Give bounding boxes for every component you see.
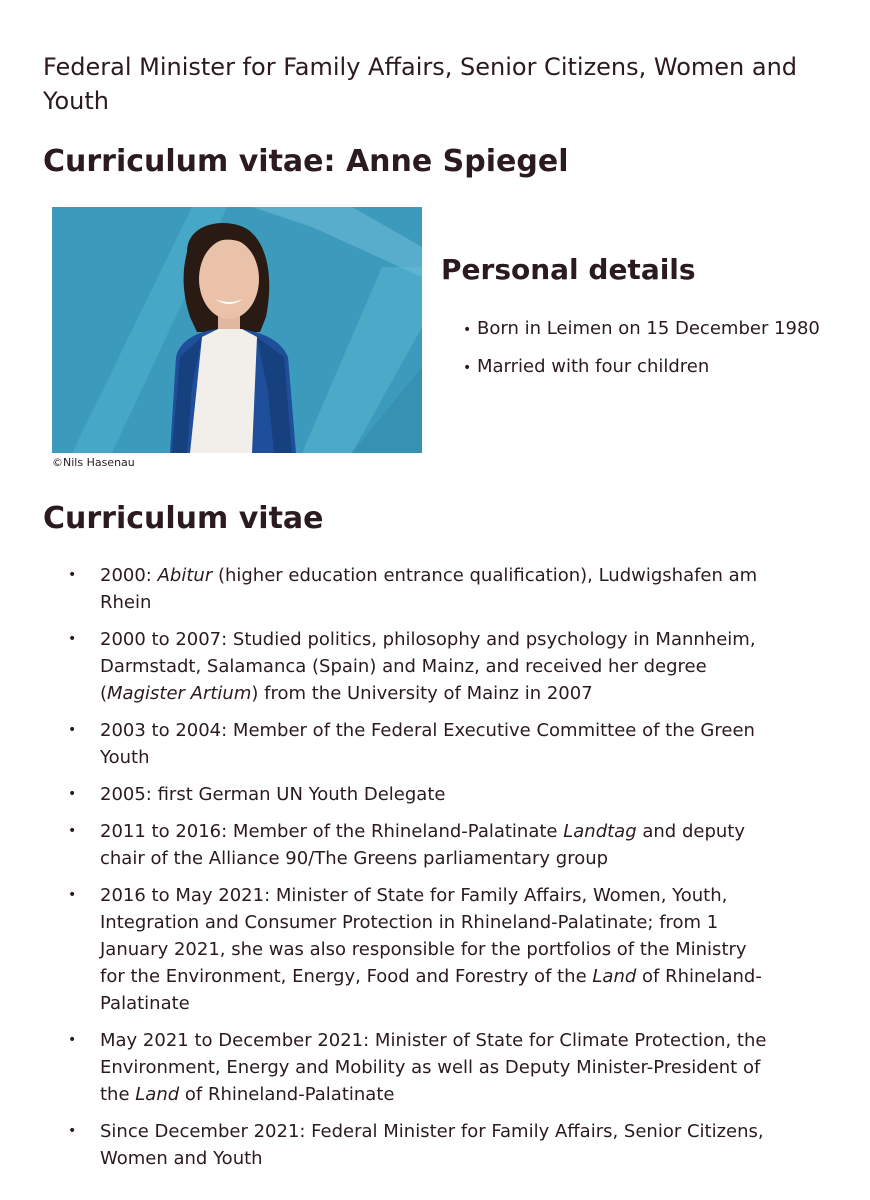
cv-item-text xyxy=(100,717,768,771)
cv-list xyxy=(68,562,768,1182)
cv-item-text xyxy=(100,1118,768,1172)
cv-item-text xyxy=(100,781,768,808)
cv-item xyxy=(68,562,768,616)
personal-detail-text: Married with four children xyxy=(477,356,710,377)
cv-item xyxy=(68,717,768,771)
cv-item-italic: Magister Artium xyxy=(107,683,252,704)
personal-detail-text: Born in Leimen on 15 December 1980 xyxy=(477,318,820,339)
cv-item-italic: Landtag xyxy=(563,821,637,842)
bullet-icon: • xyxy=(68,1123,77,1139)
cv-item xyxy=(68,1118,768,1172)
cv-item-segment: of Rhineland-Palatinate xyxy=(100,966,762,1014)
bullet-icon: • xyxy=(68,786,77,802)
list-item xyxy=(463,316,863,343)
list-item xyxy=(463,354,863,381)
bullet-icon: • xyxy=(463,322,472,338)
bullet-icon: • xyxy=(68,823,77,839)
cv-item xyxy=(68,882,768,1017)
cv-heading: Curriculum vitae xyxy=(43,501,324,536)
cv-item-text xyxy=(100,626,768,707)
cv-item xyxy=(68,626,768,707)
personal-details-list xyxy=(463,316,863,392)
cv-item-text xyxy=(100,1027,768,1108)
portrait-photo xyxy=(52,207,422,453)
bullet-icon: • xyxy=(68,631,77,647)
cv-item-segment: 2005: first German UN Youth Delegate xyxy=(100,784,446,805)
cv-item-text xyxy=(100,882,768,1017)
cv-item-segment: 2000: xyxy=(100,565,158,586)
bullet-icon: • xyxy=(68,722,77,738)
cv-item-text xyxy=(100,562,768,616)
cv-item-segment: Since December 2021: Federal Minister for Family Affairs, Senior Citizens, Women and Youth xyxy=(100,1121,764,1169)
cv-item-segment: and deputy chair of the Alliance 90/The Greens parliamentary group xyxy=(100,821,745,869)
bullet-icon: • xyxy=(68,567,77,583)
cv-item-segment: May 2021 to December 2021: Minister of State for Climate Protection, the Environment, Energy and Mobility as well as Deputy Minister-President of the xyxy=(100,1030,767,1105)
cv-item-segment: (higher education entrance qualification), Ludwigshafen am Rhein xyxy=(100,565,758,613)
ministry-name: Federal Minister for Family Affairs, Senior Citizens, Women and Youth xyxy=(43,53,798,115)
page-title: Curriculum vitae: Anne Spiegel xyxy=(43,144,569,179)
cv-item-segment: 2003 to 2004: Member of the Federal Executive Committee of the Green Youth xyxy=(100,720,755,768)
cv-item-italic: Abitur xyxy=(157,565,213,586)
photo-credit: ©Nils Hasenau xyxy=(52,456,135,469)
personal-details-heading: Personal details xyxy=(441,253,696,286)
cv-item-segment: 2011 to 2016: Member of the Rhineland-Palatinate xyxy=(100,821,564,842)
cv-item-italic: Land xyxy=(135,1084,180,1105)
bullet-icon: • xyxy=(463,360,472,376)
cv-item-segment: ) from the University of Mainz in 2007 xyxy=(251,683,593,704)
cv-item-segment: of Rhineland-Palatinate xyxy=(179,1084,395,1105)
cv-item-segment: 2000 to 2007: Studied politics, philosophy and psychology in Mannheim, Darmstadt, Salamanca (Spain) and Mainz, and received her degree ( xyxy=(100,629,756,704)
bullet-icon: • xyxy=(68,1032,77,1048)
cv-item-italic: Land xyxy=(592,966,637,987)
cv-item-segment: 2016 to May 2021: Minister of State for Family Affairs, Women, Youth, Integration and Consumer Protection in Rhineland-Palatinate; from 1 January 2021, she was also responsible for the portfolios of the Ministry for the Environment, Energy, Food and Forestry of the xyxy=(100,885,747,987)
cv-item xyxy=(68,781,768,808)
bullet-icon: • xyxy=(68,887,77,903)
cv-item-text xyxy=(100,818,768,872)
cv-item xyxy=(68,818,768,872)
cv-item xyxy=(68,1027,768,1108)
